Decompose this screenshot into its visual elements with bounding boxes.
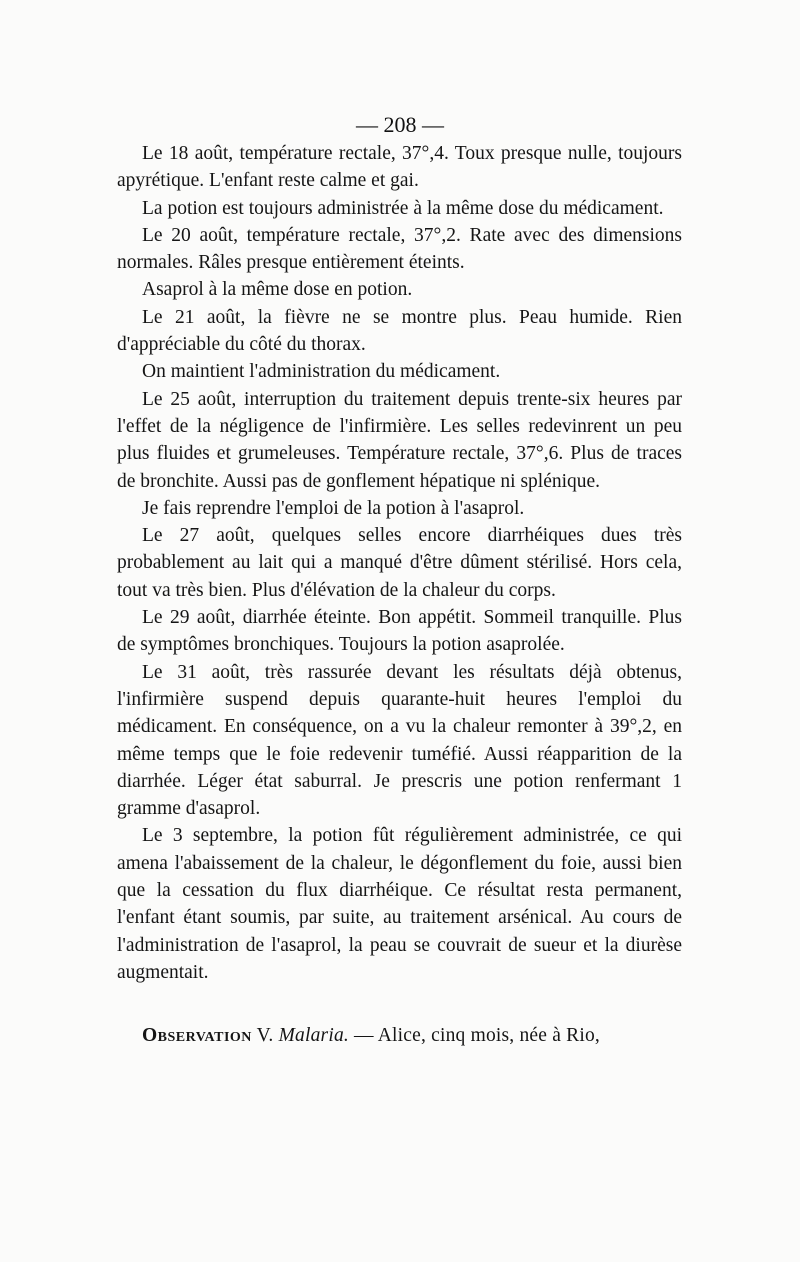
paragraph: Le 21 août, la fièvre ne se montre plus. Peau humide. Rien d'appréciable du côté du thorax. [117, 306, 682, 356]
paragraph: Le 3 septembre, la potion fût régulièrement administrée, ce qui amena l'abaissement de la chaleur, le dégonflement du foie, aussi bien que la cessation du flux diarrhéique. Ce résultat resta permanent, l'enfant étant soumis, par suite, au traitement arsénical. Au cours de l'administration de l'asaprol, la peau se couvrait de sueur et la diurèse augmentait. [117, 825, 682, 983]
paragraph: Le 25 août, interruption du traitement depuis trente-six heures par l'effet de la négligence de l'infirmière. Les selles redevinrent un peu plus fluides et grumeleuses. Température rectale, 37°,6. Plus de traces de bronchite. Aussi pas de gonflement hépatique ni splénique. [117, 388, 682, 492]
paragraph: Le 31 août, très rassurée devant les résultats déjà obtenus, l'infirmière suspend depuis quarante-huit heures l'emploi du médicament. En conséquence, on a vu la chaleur remonter à 39°,2, en même temps que le foie redevenir tuméfié. Aussi réapparition de la diarrhée. Léger état saburral. Je prescris une potion renfermant 1 gramme d'asaprol. [117, 661, 682, 820]
paragraph: Le 27 août, quelques selles encore diarrhéiques dues très probablement au lait qui a manqué d'être dûment stérilisé. Hors cela, tout va très bien. Plus d'élévation de la chaleur du corps. [117, 525, 682, 601]
observation-number: V. [251, 1025, 279, 1047]
paragraph: On maintient l'administration du médicament. [142, 361, 501, 383]
observation-text: — Alice, cinq mois, née à Rio, [348, 1025, 600, 1047]
observation-title: Malaria. [278, 1025, 349, 1047]
paragraph: Je fais reprendre l'emploi de la potion à l'asaprol. [142, 497, 525, 519]
page-number: — 208 — [356, 112, 444, 137]
paragraph: Le 29 août, diarrhée éteinte. Bon appétit. Sommeil tranquille. Plus de symptômes bronchiques. Toujours la potion asaprolée. [117, 607, 682, 656]
observation-label: Observation [142, 1025, 252, 1047]
paragraph: Le 18 août, température rectale, 37°,4. Toux presque nulle, toujours apyrétique. L'enfant reste calme et gai. [117, 143, 682, 192]
paragraph: La potion est toujours administrée à la même dose du médicament. [142, 197, 664, 219]
paragraph: Le 20 août, température rectale, 37°,2. Rate avec des dimensions normales. Râles presque entièrement éteints. [117, 224, 682, 274]
paragraph: Asaprol à la même dose en potion. [142, 279, 413, 301]
section-gap [117, 986, 682, 1022]
body-text [117, 140, 682, 1050]
observation-heading [117, 1022, 682, 1049]
